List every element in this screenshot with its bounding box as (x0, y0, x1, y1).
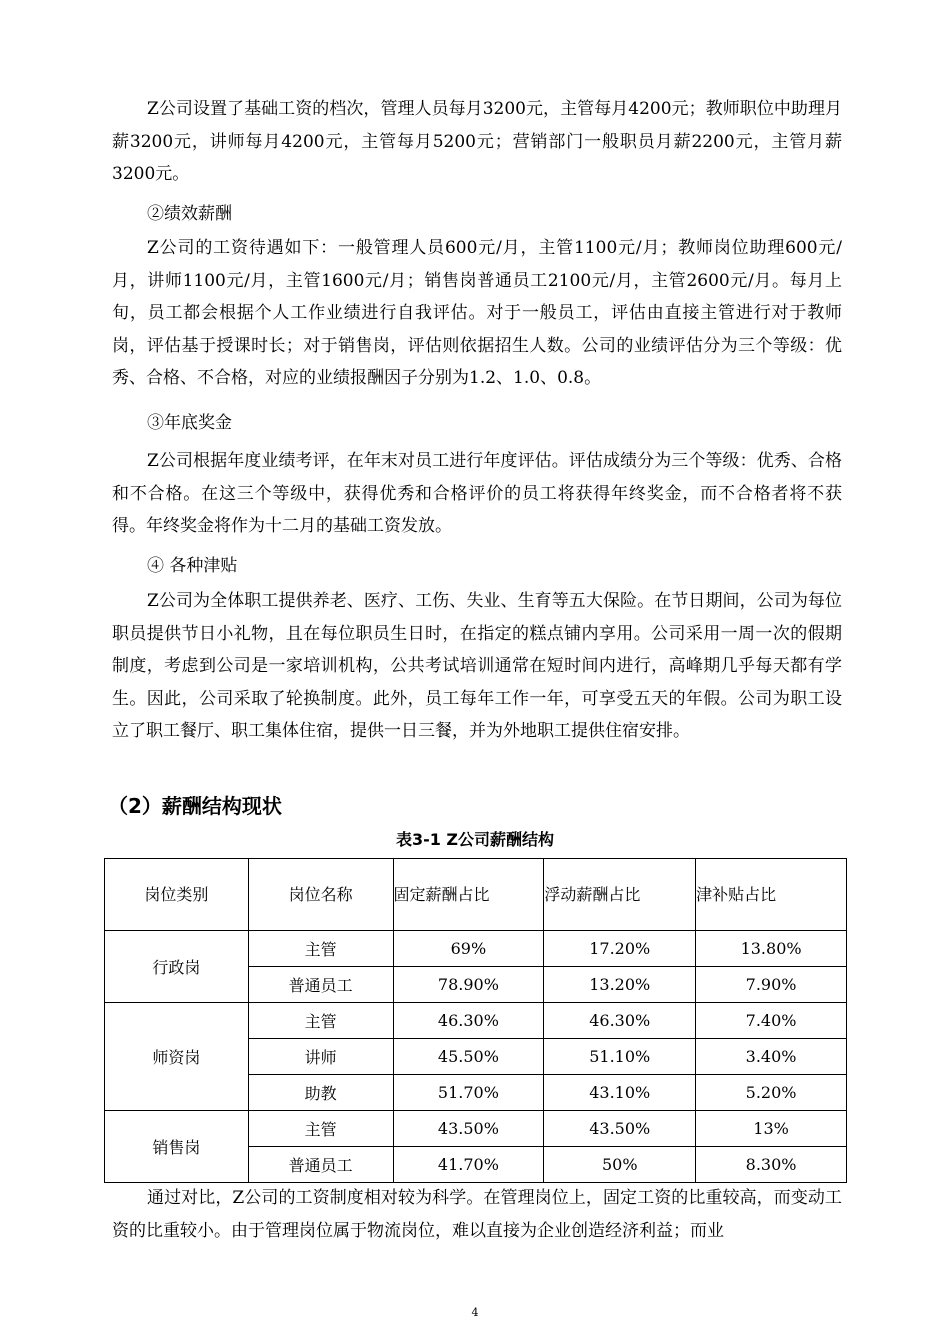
paragraph-year-end-bonus: Z公司根据年度业绩考评，在年末对员工进行年度评估。评估成绩分为三个等级：优秀、合格和不合格。在这三个等级中，获得优秀和合格评价的员工将获得年终奖金，而不合格者将不获得。年终奖金将作为十二月的基础工资发放。 (112, 451, 842, 536)
floating-cell: 43.50% (544, 1111, 696, 1147)
table-caption: 表3-1 Z公司薪酬结构 (395, 830, 555, 849)
category-cell: 行政岗 (105, 931, 249, 1003)
header-floating-pay: 浮动薪酬占比 (544, 859, 696, 931)
position-cell: 讲师 (248, 1039, 393, 1075)
floating-cell: 51.10% (544, 1039, 696, 1075)
table-row (105, 1111, 847, 1147)
paragraph-performance-pay: Z公司的工资待遇如下：一般管理人员600元/月，主管1100元/月；教师岗位助理600元/月，讲师1100元/月，主管1600元/月；销售岗普通员工2100元/月，主管2600元/月。每月上旬，员工都会根据个人工作业绩进行自我评估。对于一般员工，评估由直接主管进行对于教师岗，评估基于授课时长；对于销售岗，评估则依据招生人数。公司的业绩评估分为三个等级：优秀、合格、不合格，对应的业绩报酬因子分别为1.2、1.0、0.8。 (112, 238, 842, 388)
table-row (105, 1003, 847, 1039)
position-cell: 主管 (248, 1111, 393, 1147)
allowance-cell: 13% (696, 1111, 847, 1147)
position-cell: 普通员工 (248, 967, 393, 1003)
section-title: （2）薪酬结构现状 (108, 794, 282, 818)
fixed-cell: 51.70% (393, 1075, 544, 1111)
fixed-cell: 41.70% (393, 1147, 544, 1183)
position-cell: 主管 (248, 931, 393, 967)
header-allowance: 津补贴占比 (696, 859, 847, 931)
header-fixed-pay: 固定薪酬占比 (393, 859, 544, 931)
fixed-cell: 69% (393, 931, 544, 967)
header-position: 岗位名称 (248, 859, 393, 931)
page-number: 4 (471, 1306, 479, 1319)
floating-cell: 43.10% (544, 1075, 696, 1111)
floating-cell: 50% (544, 1147, 696, 1183)
allowance-cell: 7.90% (696, 967, 847, 1003)
table-header-row (105, 859, 847, 931)
subheading-allowances: ④ 各种津贴 (147, 556, 238, 576)
position-cell: 助教 (248, 1075, 393, 1111)
header-category: 岗位类别 (105, 859, 249, 931)
subheading-year-end-bonus: ③年底奖金 (147, 413, 232, 433)
floating-cell: 46.30% (544, 1003, 696, 1039)
fixed-cell: 46.30% (393, 1003, 544, 1039)
floating-cell: 17.20% (544, 931, 696, 967)
paragraph-allowances: Z公司为全体职工提供养老、医疗、工伤、失业、生育等五大保险。在节日期间，公司为每位职员提供节日小礼物，且在每位职员生日时，在指定的糕点铺内享用。公司采用一周一次的假期制度，考虑到公司是一家培训机构，公共考试培训通常在短时间内进行，高峰期几乎每天都有学生。因此，公司采取了轮换制度。此外，员工每年工作一年，可享受五天的年假。公司为职工设立了职工餐厅、职工集体住宿，提供一日三餐，并为外地职工提供住宿安排。 (112, 591, 842, 741)
salary-structure-table (104, 858, 847, 1183)
paragraph-analysis: 通过对比，Z公司的工资制度相对较为科学。在管理岗位上，固定工资的比重较高，而变动工资的比重较小。由于管理岗位属于物流岗位，难以直接为企业创造经济利益；而业 (112, 1188, 842, 1241)
allowance-cell: 3.40% (696, 1039, 847, 1075)
floating-cell: 13.20% (544, 967, 696, 1003)
subheading-performance-pay: ②绩效薪酬 (147, 204, 232, 224)
position-cell: 主管 (248, 1003, 393, 1039)
fixed-cell: 78.90% (393, 967, 544, 1003)
allowance-cell: 7.40% (696, 1003, 847, 1039)
position-cell: 普通员工 (248, 1147, 393, 1183)
table-row (105, 931, 847, 967)
fixed-cell: 43.50% (393, 1111, 544, 1147)
allowance-cell: 13.80% (696, 931, 847, 967)
allowance-cell: 5.20% (696, 1075, 847, 1111)
fixed-cell: 45.50% (393, 1039, 544, 1075)
paragraph-base-salary: Z公司设置了基础工资的档次，管理人员每月3200元，主管每月4200元；教师职位中助理月薪3200元，讲师每月4200元，主管每月5200元；营销部门一般职员月薪2200元，主管月薪3200元。 (112, 99, 842, 184)
allowance-cell: 8.30% (696, 1147, 847, 1183)
category-cell: 销售岗 (105, 1111, 249, 1183)
category-cell: 师资岗 (105, 1003, 249, 1111)
